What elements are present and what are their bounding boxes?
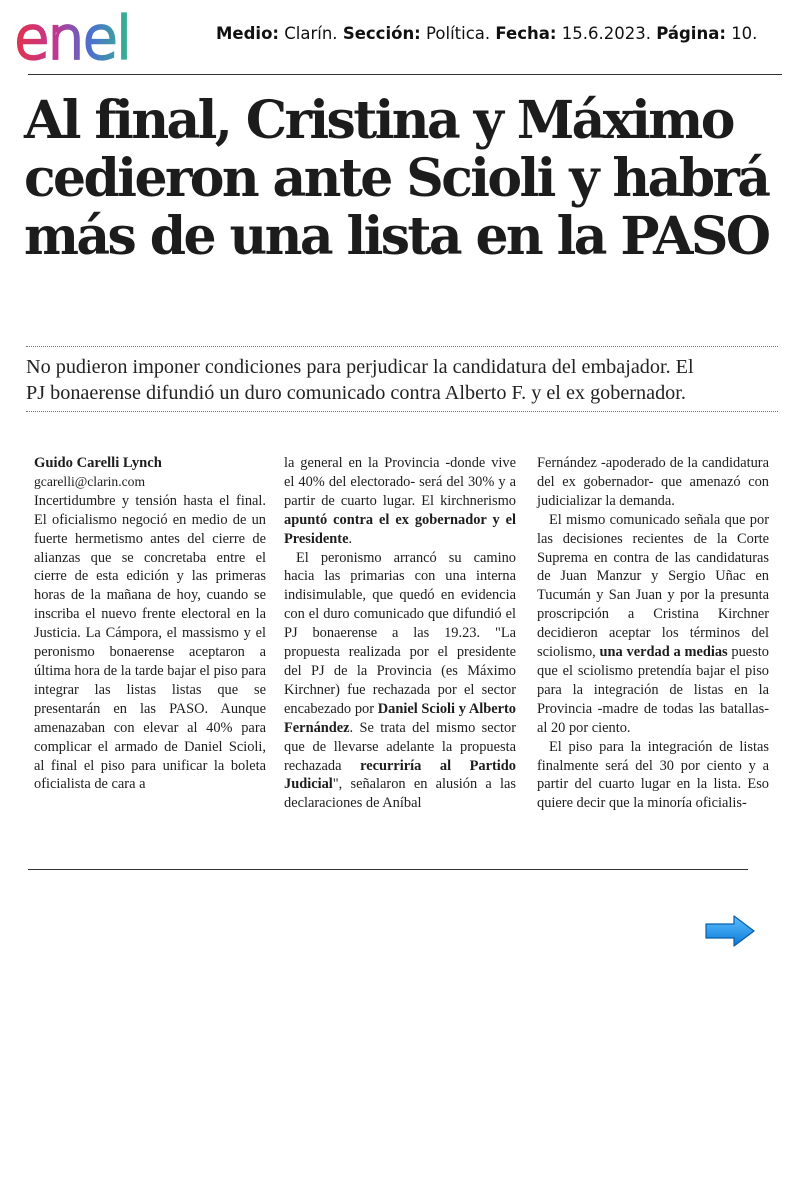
- body-paragraph: Fernández -apoderado de la candidatura del ex gobernador- que amenazó con judicializar la demanda.: [537, 455, 769, 509]
- headline-line: cedieron ante Scioli y habrá: [24, 148, 769, 209]
- body-text: El mismo comunicado señala que por las decisiones recientes de la Corte Suprema en contra de las candidaturas de Juan Manzur y Sergio Uñac en Tucumán y San Juan y por la presunta proscripción a Cristina Kirchner decidieron aceptar los términos del sciolismo,: [537, 511, 769, 661]
- body-text: . Se trata del mismo sector que de llevarse adelante la propuesta rechazada: [284, 719, 516, 774]
- header-divider: [28, 74, 782, 75]
- body-paragraph: [537, 511, 769, 738]
- medio-value: Clarín.: [284, 24, 338, 43]
- footer-divider: [28, 869, 748, 870]
- body-text: puesto que el sciolismo pretendía bajar el piso para la integración de listas en la Provincia -madre de todas las batallas- al 20 por ciento.: [537, 644, 769, 736]
- body-bold-text: una verdad a medias: [599, 644, 728, 661]
- body-text: ", señalaron en alusión a las declaraciones de Aníbal: [284, 776, 516, 812]
- body-bold-text: Daniel Scioli y Alberto Fernández: [284, 700, 517, 736]
- right-arrow-icon[interactable]: [704, 914, 756, 948]
- seccion-value: Política.: [426, 24, 491, 43]
- deck-line: PJ bonaerense difundió un duro comunicado contra Alberto F. y el ex gobernador.: [26, 382, 686, 404]
- article-column-1: [34, 454, 266, 794]
- deck-bottom-divider: [26, 411, 778, 412]
- headline-line: más de una lista en la PASO: [24, 206, 769, 267]
- body-text: .: [348, 530, 353, 547]
- article-headline: [24, 92, 784, 266]
- deck-line: No pudieron imponer condiciones para perjudicar la candidatura del embajador. El: [26, 356, 694, 378]
- pagina-value: 10.: [731, 24, 758, 43]
- body-text: El peronismo arrancó su camino hacia las primarias con una interna indisimulable, que quedó en evidencia con el duro comunicado que difundió el PJ bonaerense a las 19.23. "La propuesta realizada por el presidente del PJ de la Provincia (es Máximo Kirchner) fue rechazada por el sector encabezado por: [284, 549, 516, 717]
- body-bold-text: recurriría al Partido Judicial: [284, 757, 516, 793]
- logo-wordmark: enel: [14, 6, 131, 68]
- article-column-3: [537, 454, 769, 813]
- seccion-label: Sección:: [342, 24, 421, 43]
- medio-label: Medio:: [216, 24, 280, 43]
- body-bold-text: apuntó contra el ex gobernador y el Presidente: [284, 511, 516, 547]
- body-paragraph: Incertidumbre y tensión hasta el final. El oficialismo negoció en medio de un fuerte hermetismo antes del cierre de alianzas que se concretaba entre el cierre de esta edición y las primeras horas de la mañana de hoy, cuando se inscriba el nuevo frente electoral en la Justicia. La Cámpora, el massismo y el peronismo bonaerense aceptaron a última hora de la tarde bajar el piso para integrar las listas listas que se presentarán en las PASO. Aunque amenazaban con elevar al 40% para complicar el armado de Daniel Scioli, al final el piso para unificar la boleta oficialista de cara a: [34, 492, 266, 793]
- byline-email: gcarelli@clarin.com: [34, 473, 146, 489]
- body-text: la general en la Provincia -donde vive el 40% del electorado- será del 30% y a partir de cuarto lugar. El kirchnerismo: [284, 455, 516, 509]
- enel-logo: [14, 6, 184, 68]
- headline-line: Al final, Cristina y Máximo: [24, 90, 733, 151]
- byline-author: Guido Carelli Lynch: [34, 455, 162, 471]
- article-deck: [26, 354, 778, 406]
- press-clip-metadata: [216, 24, 786, 43]
- pagina-label: Página:: [656, 24, 726, 43]
- fecha-label: Fecha:: [495, 24, 557, 43]
- fecha-value: 15.6.2023.: [561, 24, 651, 43]
- arrow-shape: [706, 916, 754, 946]
- article-column-2: [284, 454, 516, 813]
- body-paragraph: [284, 549, 516, 814]
- body-paragraph: [284, 454, 516, 549]
- body-paragraph: El piso para la integración de listas finalmente será del 30 por ciento y a partir del cuarto lugar en la lista. Eso quiere decir que la minoría oficialis-: [537, 738, 769, 812]
- deck-top-divider: [26, 346, 778, 347]
